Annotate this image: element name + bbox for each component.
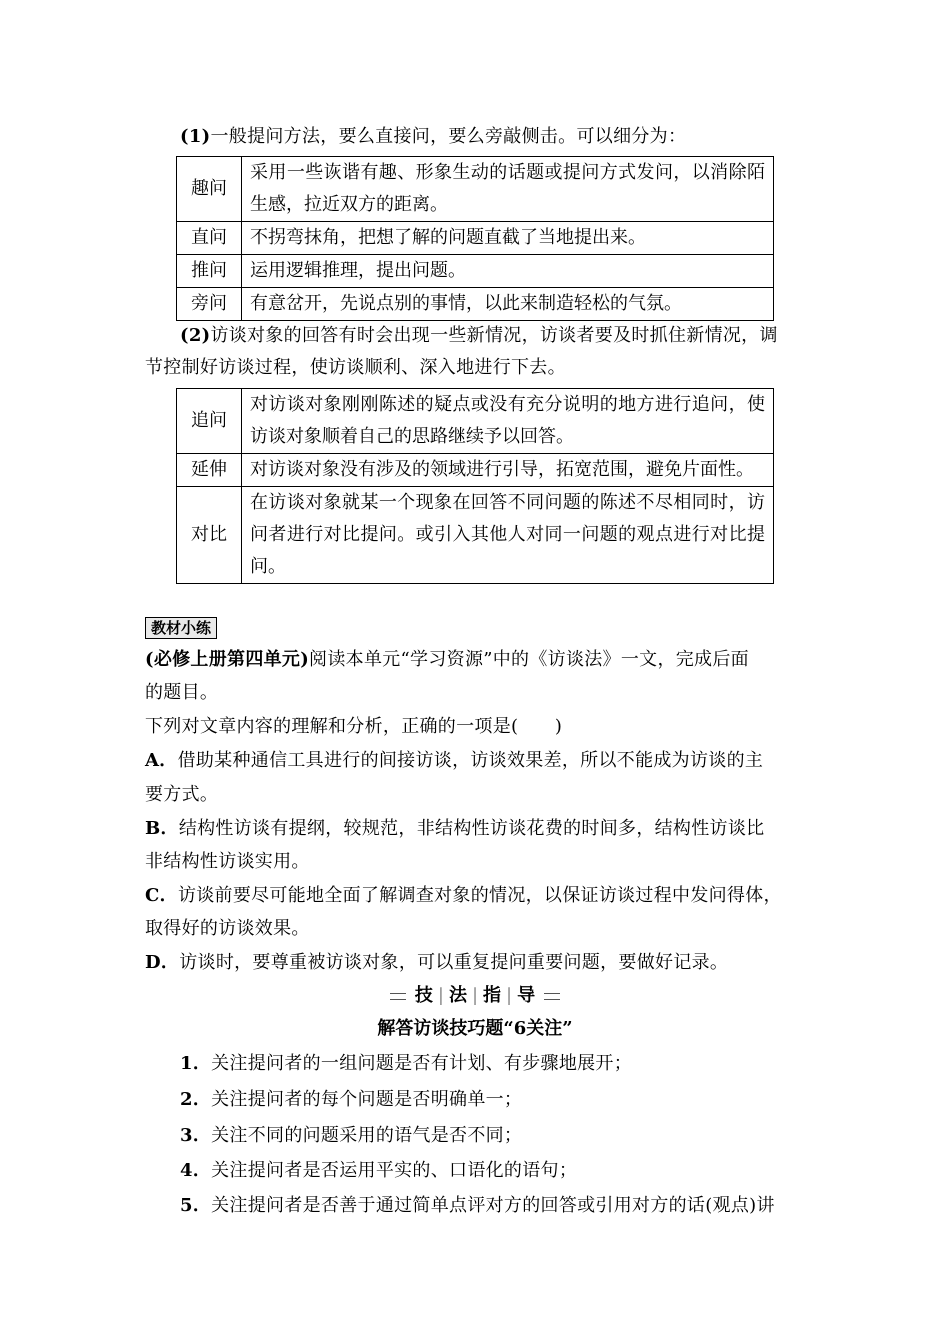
table-key: 直问	[177, 222, 242, 255]
table-key: 旁问	[177, 288, 242, 321]
table-value: 有意岔开，先说点别的事情，以此来制造轻松的气氛。	[242, 288, 774, 321]
intro-2-line-2: 节控制好访谈过程，使访谈顺利、深入地进行下去。	[145, 357, 566, 378]
table-key: 追问	[177, 389, 242, 454]
tip-text: 关注不同的问题采用的语气是否不同；	[211, 1125, 523, 1146]
option-a	[145, 745, 763, 777]
table-row	[177, 255, 774, 288]
banner-divider: |	[471, 985, 479, 1006]
table-value: 对访谈对象没有涉及的领域进行引导，拓宽范围，避免片面性。	[242, 454, 774, 487]
table-row	[177, 157, 774, 222]
tip-number: 5．	[180, 1195, 212, 1216]
exercise-source: (必修上册第四单元)	[145, 649, 310, 670]
tip-text: 关注提问者的一组问题是否有计划、有步骤地展开；	[211, 1053, 633, 1074]
section-heading: 解答访谈技巧题“6关注”	[377, 1018, 573, 1039]
table-value: 运用逻辑推理，提出问题。	[242, 255, 774, 288]
tip-item	[180, 1084, 522, 1116]
option-d	[145, 947, 728, 979]
question-methods-table	[176, 156, 774, 321]
tip-item	[180, 1120, 522, 1152]
option-label: D．	[145, 952, 180, 973]
method-guide-banner	[0, 982, 950, 1010]
intro-1	[180, 121, 686, 153]
option-a-continued: 要方式。	[145, 784, 219, 805]
option-label: A．	[145, 750, 178, 771]
tip-text: 关注提问者是否运用平实的、口语化的语句；	[211, 1160, 578, 1181]
tip-number: 1．	[180, 1053, 212, 1074]
banner-divider: |	[506, 985, 513, 1006]
tip-item	[180, 1048, 632, 1080]
table-key: 对比	[177, 487, 242, 584]
option-b	[145, 813, 764, 845]
table-value: 对访谈对象刚刚陈述的疑点或没有充分说明的地方进行追问，使访谈对象顺着自己的思路继续予以回答。	[242, 389, 774, 454]
exercise-line-2: 的题目。	[145, 682, 219, 703]
tip-number: 3．	[180, 1125, 212, 1146]
intro-1-text: 一般提问方法，要么直接问，要么旁敲侧击。可以细分为：	[210, 126, 687, 147]
banner-char: 法	[448, 985, 467, 1006]
option-text: 访谈时，要尊重被访谈对象，可以重复提问重要问题，要做好记录。	[179, 952, 729, 973]
option-label: B．	[145, 818, 179, 839]
tip-item	[180, 1190, 775, 1222]
table-value: 不拐弯抹角，把想了解的问题直截了当地提出来。	[242, 222, 774, 255]
intro-2-line-1	[180, 320, 778, 352]
intro-2-text: 访谈对象的回答有时会出现一些新情况，访谈者要及时抓住新情况，调	[210, 325, 778, 346]
table-row	[177, 389, 774, 454]
tip-number: 4．	[180, 1160, 212, 1181]
banner-left-rule	[390, 993, 406, 1000]
table-value: 在访谈对象就某一个现象在回答不同问题的陈述不尽相同时，访问者进行对比提问。或引入其他人对同一问题的观点进行对比提问。	[242, 487, 774, 584]
table-row	[177, 288, 774, 321]
banner-right-rule	[544, 993, 560, 1000]
option-text: 结构性访谈有提纲，较规范，非结构性访谈花费的时间多，结构性访谈比	[178, 818, 765, 839]
banner-char: 导	[517, 985, 536, 1006]
banner-char: 技	[414, 985, 433, 1006]
banner-divider: |	[437, 985, 444, 1006]
option-label: C．	[145, 885, 178, 906]
table-row	[177, 222, 774, 255]
option-b-continued: 非结构性访谈实用。	[145, 851, 310, 872]
intro-1-number: (1)	[180, 126, 211, 147]
tip-number: 2．	[180, 1089, 212, 1110]
banner-char: 指	[483, 985, 502, 1006]
intro-2-number: (2)	[180, 325, 211, 346]
tip-item	[180, 1155, 577, 1187]
follow-up-methods-table	[176, 388, 774, 584]
exercise-question: 下列对文章内容的理解和分析，正确的一项是( )	[145, 716, 563, 737]
table-row	[177, 487, 774, 584]
option-text: 访谈前要尽可能地全面了解调查对象的情况，以保证访谈过程中发问得体，	[177, 885, 782, 906]
option-c-continued: 取得好的访谈效果。	[145, 918, 310, 939]
option-c	[145, 880, 782, 912]
table-key: 趣问	[177, 157, 242, 222]
tip-text: 关注提问者的每个问题是否明确单一；	[211, 1089, 523, 1110]
tip-text: 关注提问者是否善于通过简单点评对方的回答或引用对方的话(观点)讲	[211, 1195, 775, 1216]
table-row	[177, 454, 774, 487]
option-text: 借助某种通信工具进行的间接访谈，访谈效果差，所以不能成为访谈的主	[177, 750, 764, 771]
table-key: 推问	[177, 255, 242, 288]
table-key: 延伸	[177, 454, 242, 487]
exercise-line-1	[145, 644, 749, 676]
exercise-text: 阅读本单元“学习资源”中的《访谈法》一文，完成后面	[309, 649, 749, 670]
table-value: 采用一些诙谐有趣、形象生动的话题或提问方式发问，以消除陌生感，拉近双方的距离。	[242, 157, 774, 222]
exercise-tag: 教材小练	[145, 617, 217, 639]
